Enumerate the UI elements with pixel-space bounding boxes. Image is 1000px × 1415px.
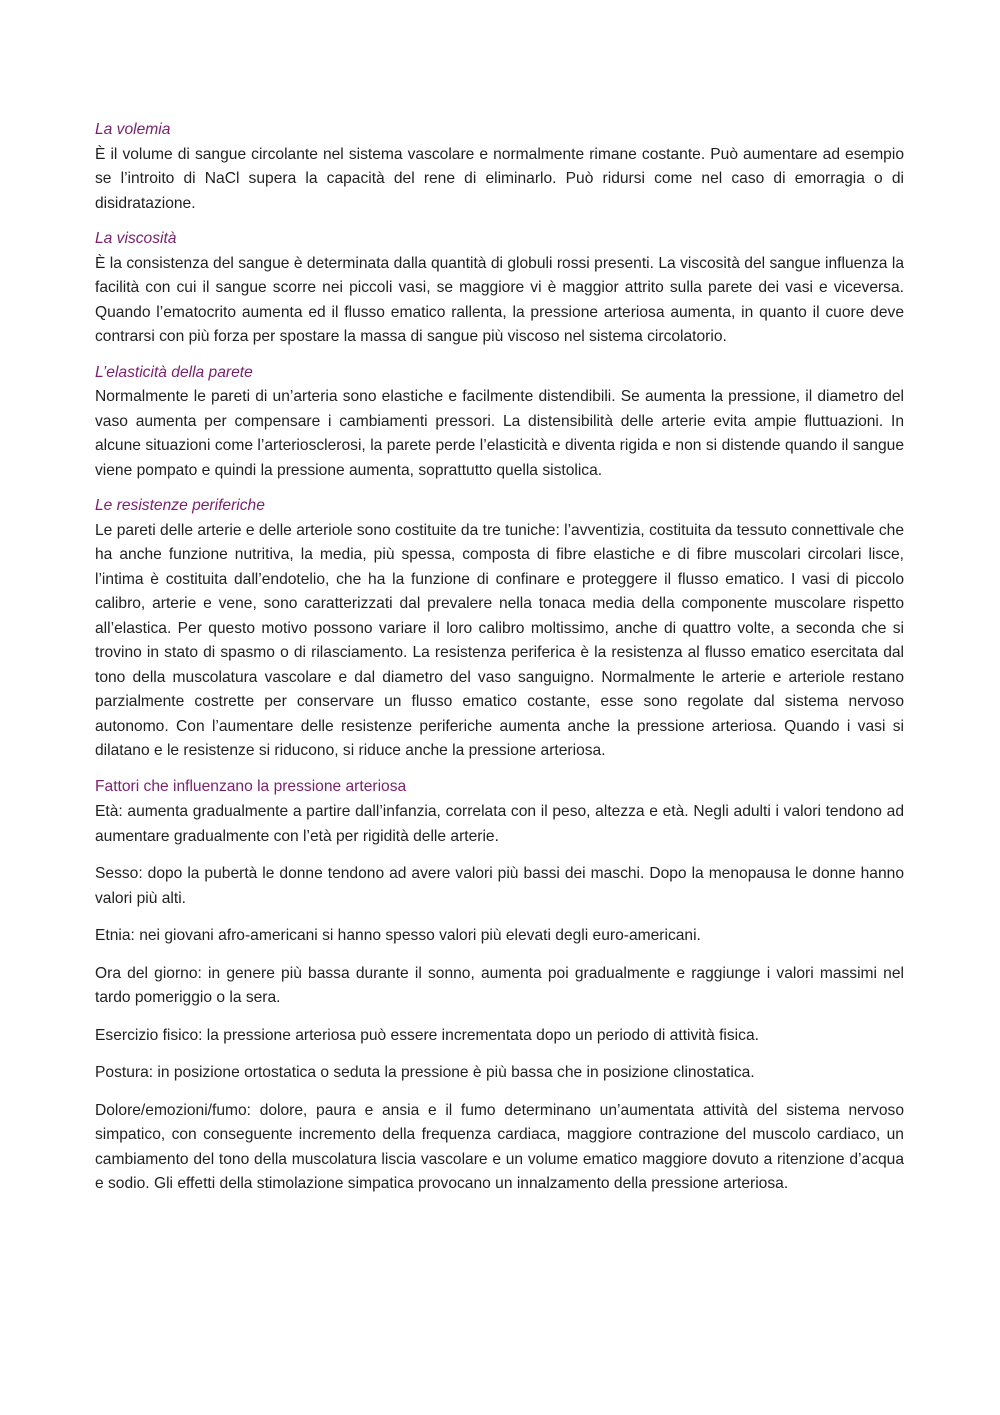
section-heading: L’elasticità della parete	[95, 363, 253, 381]
section-viscosita	[95, 227, 904, 350]
factor-esercizio-fisico: Esercizio fisico: la pressione arteriosa può essere incrementata dopo un periodo di attività fisica.	[95, 1026, 759, 1044]
section-heading: La viscosità	[95, 230, 177, 247]
factor-dolore-emozioni-fumo: Dolore/emozioni/fumo: dolore, paura e ansia e il fumo determinano un’aumentata attività del sistema nervoso simpatico, con conseguente incremento della frequenza cardiaca, maggiore contrazione del muscolo cardiaco, un cambiamento del tono della muscolatura liscia vascolare e un volume ematico maggiore dovuto a ritenzione d’acqua e sodio. Gli effetti della stimolazione simpatica provocano un innalzamento della pressione arteriosa.	[95, 1101, 904, 1192]
section-fattori	[95, 775, 904, 1197]
section-volemia	[95, 118, 904, 216]
factor-postura: Postura: in posizione ortostatica o seduta la pressione è più bassa che in posizione clinostatica.	[95, 1064, 755, 1081]
section-heading: Le resistenze periferiche	[95, 497, 265, 514]
factor-eta: Età: aumenta gradualmente a partire dall’infanzia, correlata con il peso, altezza e età. Negli adulti i valori tendono ad aumentare gradualmente con l’età per rigidità delle arterie.	[95, 803, 904, 845]
section-body: Normalmente le pareti di un’arteria sono elastiche e facilmente distendibili. Se aumenta la pressione, il diametro del vaso aumenta per compensare i cambiamenti pressori. La distensibilità delle arterie evita ampie fluttuazioni. In alcune situazioni come l’arteriosclerosi, la parete perde l’elasticità e diventa rigida e non si distende quando il sangue viene pompato e quindi la pressione aumenta, soprattutto quella sistolica.	[95, 388, 904, 479]
section-body: È il volume di sangue circolante nel sistema vascolare e normalmente rimane costante. Può aumentare ad esempio se l’introito di NaCl supera la capacità del rene di eliminarlo. Può ridursi come nel caso di emorragia o di disidratazione.	[95, 145, 904, 212]
section-body: È la consistenza del sangue è determinata dalla quantità di globuli rossi presenti. La viscosità del sangue influenza la facilità con cui il sangue scorre nei piccoli vasi, se maggiore vi è maggior attrito sulla parete dei vasi e viceversa. Quando l’ematocrito aumenta ed il flusso ematico rallenta, la pressione arteriosa aumenta, in quanto il cuore deve contrarsi con più forza per spostare la massa di sangue più viscoso nel sistema circolatorio.	[95, 254, 904, 345]
factor-ora-del-giorno: Ora del giorno: in genere più bassa durante il sonno, aumenta poi gradualmente e raggiunge i valori massimi nel tardo pomeriggio o la sera.	[95, 964, 904, 1006]
factor-sesso: Sesso: dopo la pubertà le donne tendono ad avere valori più bassi dei maschi. Dopo la menopausa le donne hanno valori più alti.	[95, 865, 904, 907]
section-heading: La volemia	[95, 121, 171, 138]
factor-etnia: Etnia: nei giovani afro-americani si hanno spesso valori più elevati degli euro-americani.	[95, 927, 701, 944]
section-elasticita	[95, 361, 904, 484]
section-resistenze	[95, 494, 904, 764]
factors-heading: Fattori che influenzano la pressione arteriosa	[95, 777, 407, 795]
document-page	[95, 118, 904, 1210]
section-body: Le pareti delle arterie e delle arteriole sono costituite da tre tuniche: l’avventizia, costituita da tessuto connettivale che ha anche funzione nutritiva, la media, più spessa, composta di fibre elastiche e di fibre muscolari circolari lisce, l’intima è costituita dall’endotelio, che ha la funzione di confinare e proteggere il flusso ematico. I vasi di piccolo calibro, arterie e vene, sono caratterizzati dal prevalere nella tonaca media della componente muscolare rispetto all’elastica. Per questo motivo possono variare il loro calibro moltissimo, anche di quattro volte, a seconda che si trovino in stato di spasmo o di rilasciamento. La resistenza periferica è la resistenza al flusso ematico esercitata dal tono della muscolatura vascolare e dal diametro del vaso sanguigno. Normalmente le arterie e arteriole restano parzialmente costrette per conservare un flusso ematico costante, esse sono regolate dal sistema nervoso autonomo. Con l’aumentare delle resistenze periferiche aumenta anche la pressione arteriosa. Quando i vasi si dilatano e le resistenze si riducono, si riduce anche la pressione arteriosa.	[95, 521, 904, 759]
